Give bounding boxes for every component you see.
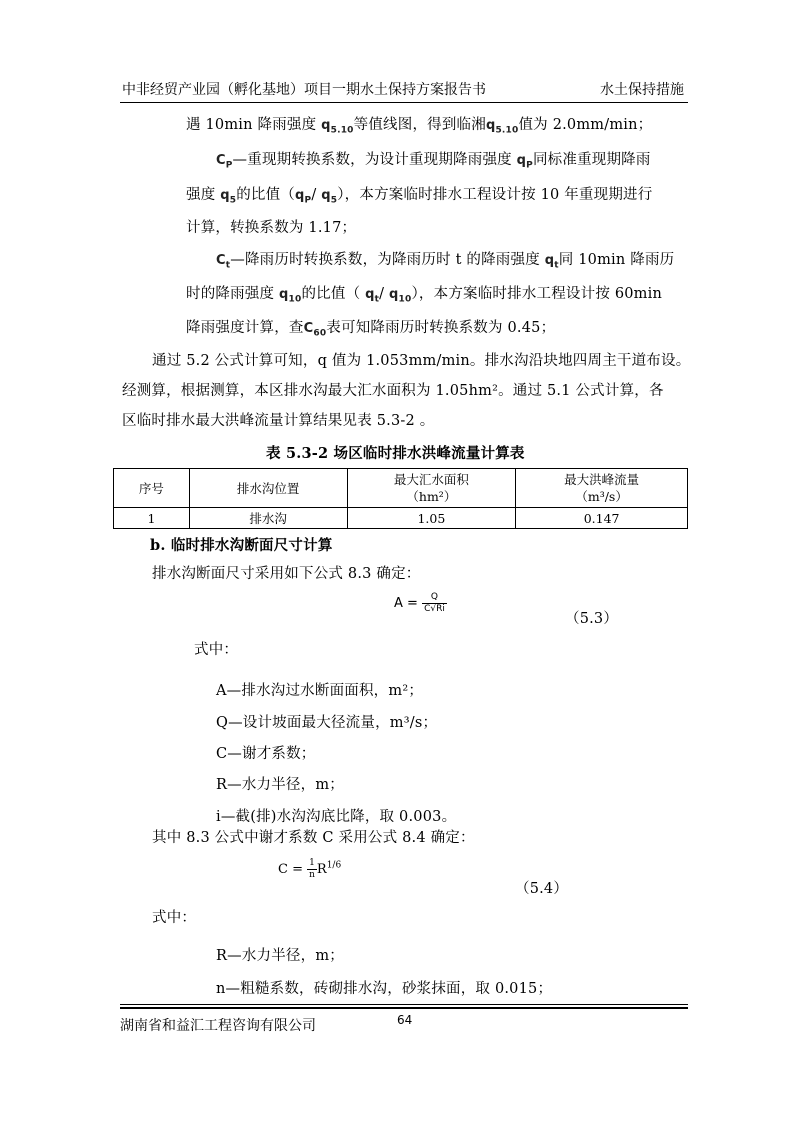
formula-5-4: C = $\frac{1}{n}$ $R^{1/6}$ — [278, 858, 342, 880]
chezy-intro: 其中 8.3 公式中谢才系数 C 采用公式 8.4 确定： — [152, 830, 475, 846]
footer-rule-thick — [120, 1007, 688, 1009]
where1-item-R: R—水力半径，m； — [216, 777, 344, 793]
table-header-cell: 排水沟位置 — [189, 469, 347, 508]
table-row — [114, 508, 688, 529]
cp-definition-line1: $C_P—$重现期转换系数，为设计重现期降雨强度 $q_P$同标准重现期降雨 — [216, 152, 651, 171]
para-q-value-line1: 通过 5.2 公式计算可知，q 值为 1.053mm/min。排水沟沿块地四周主干道布设。 — [152, 353, 691, 369]
table-header-cell: 序号 — [114, 469, 190, 508]
page-number: 64 — [397, 1013, 413, 1027]
section-b-title: b. 临时排水沟断面尺寸计算 — [150, 537, 333, 554]
section-b-intro: 排水沟断面尺寸采用如下公式 8.3 确定： — [152, 566, 421, 582]
where2-item-n: n—粗糙系数，砖砌排水沟，砂浆抹面，取 0.015； — [216, 981, 553, 997]
ct-definition-line3: 降雨强度计算，查$C_{60}$表可知降雨历时转换系数为 0.45； — [186, 320, 556, 339]
table-caption: 表 5.3-2 场区临时排水洪峰流量计算表 — [266, 445, 525, 462]
formula-5-3: A = $\frac{Q}{C√Ri}$ — [394, 592, 445, 614]
table-header-cell: 最大洪峰流量 （m³/s） — [516, 469, 688, 508]
table-cell: 排水沟 — [189, 508, 347, 529]
flood-peak-table — [113, 468, 688, 529]
where1-item-Q: Q—设计坡面最大径流量，m³/s； — [216, 715, 438, 731]
table-cell: 1.05 — [347, 508, 516, 529]
where1-item-i: i—截(排)水沟沟底比降，取 0.003。 — [216, 809, 457, 825]
cp-definition-line3: 计算，转换系数为 1.17； — [186, 220, 357, 236]
footer-company: 湖南省和益汇工程咨询有限公司 — [120, 1018, 316, 1034]
table-cell: 0.147 — [516, 508, 688, 529]
header-section: 水土保持措施 — [600, 82, 684, 98]
para-q-value-line3: 区临时排水最大洪峰流量计算结果见表 5.3-2 。 — [122, 413, 435, 429]
header-rule — [120, 102, 688, 103]
where-label-2: 式中： — [152, 910, 197, 926]
para-q-value-line2: 经测算，根据测算，本区排水沟最大汇水面积为 1.05hm²。通过 5.1 公式计算，各 — [122, 383, 664, 399]
cp-definition-line2: 强度 $q_5$的比值（$q_P/$ $q_5$），本方案临时排水工程设计按 10 年重现期进行 — [186, 187, 653, 206]
header-title: 中非经贸产业园（孵化基地）项目一期水土保持方案报告书 — [122, 82, 486, 98]
where2-item-R: R—水力半径，m； — [216, 948, 344, 964]
where1-item-A: A—排水沟过水断面面积，m²； — [216, 683, 424, 699]
ct-definition-line1: $C_t—$降雨历时转换系数，为降雨历时 t 的降雨强度 $q_t$同 10min 降雨历 — [216, 252, 675, 271]
table-cell: 1 — [114, 508, 190, 529]
where1-item-C: C—谢才系数； — [216, 746, 316, 762]
formula-5-4-number: （5.4） — [515, 881, 569, 897]
where-label-1: 式中： — [194, 642, 239, 658]
formula-5-3-number: （5.3） — [565, 611, 619, 627]
para-rainfall-intensity: 遇 10min 降雨强度 $q_{5.10}$等值线图，得到临湘$q_{5.10}$值为 2.0mm/min； — [186, 117, 653, 136]
table-header-row — [114, 469, 688, 508]
footer-rule-thin — [120, 1004, 688, 1005]
table-header-cell: 最大汇水面积 （hm²） — [347, 469, 516, 508]
ct-definition-line2: 时的降雨强度 $q_{10}$的比值（ $q_t/$ $q_{10}$），本方案临时排水工程设计按 60min — [186, 286, 663, 305]
